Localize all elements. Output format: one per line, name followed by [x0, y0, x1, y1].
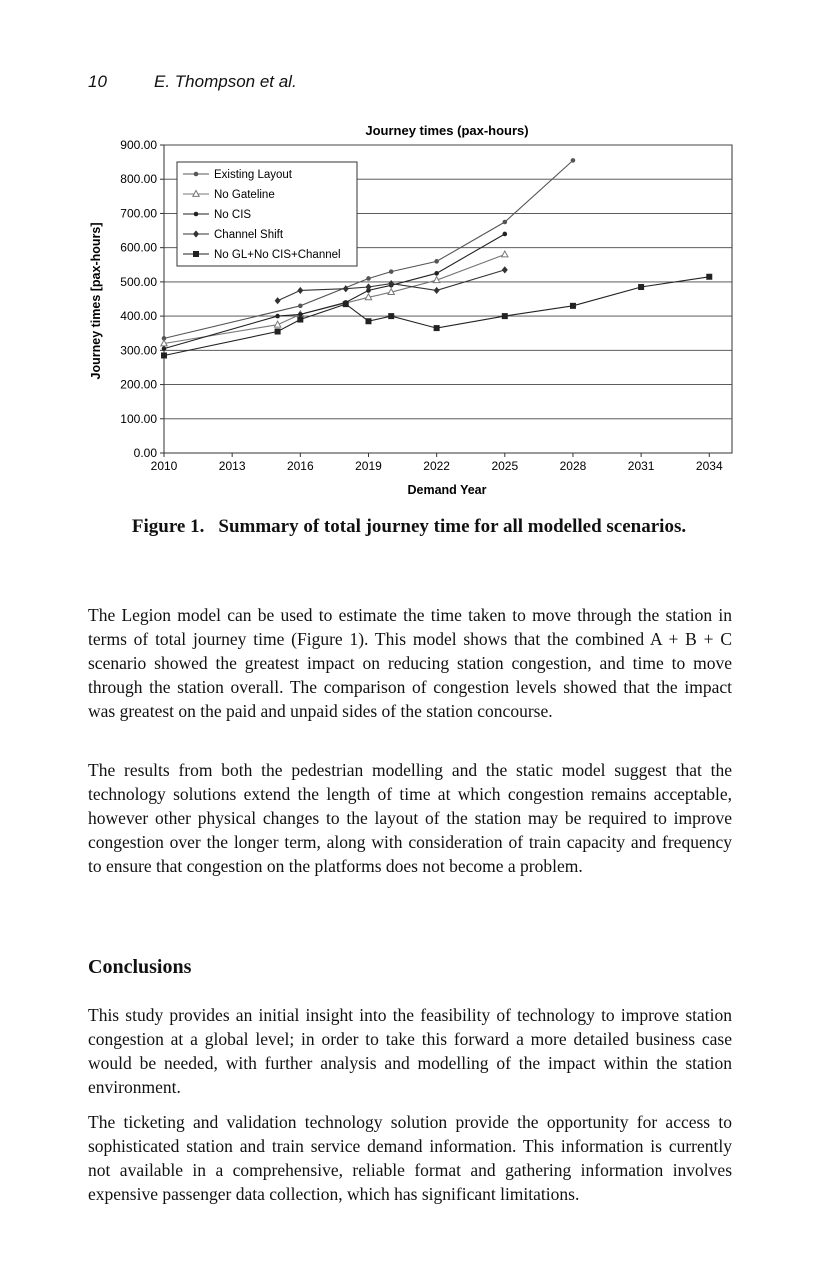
x-axis-label: Demand Year — [407, 483, 487, 497]
paragraph-1: The Legion model can be used to estimate the time taken to move through the station in terms of total journey time (Figure 1). This model shows that the combined A + B + C scenario showed the greatest impact on reducing station congestion, and time to move through the station overall. The comparison of congestion levels showed that the impact was greatest on the paid and unpaid sides of the station concourse. — [88, 605, 732, 721]
legend-entry: Channel Shift — [214, 229, 284, 241]
data-point — [298, 304, 303, 309]
data-point — [162, 346, 167, 351]
data-point — [161, 352, 167, 358]
data-point — [275, 329, 281, 335]
data-point — [502, 266, 508, 273]
section-heading-conclusions: Conclusions — [88, 956, 192, 978]
x-tick-label: 2022 — [423, 459, 450, 473]
paragraph-3: This study provides an initial insight into the feasibility of technology to improve station congestion at a global level; in order to take this forward a more detailed business case would be needed, with further analysis and modelling of the impact within the station environment. — [88, 1005, 732, 1097]
data-point — [365, 318, 371, 324]
data-point — [297, 317, 303, 323]
data-point — [434, 287, 440, 294]
figure-caption-text: Summary of total journey time for all modelled scenarios. — [218, 516, 687, 537]
data-point — [638, 284, 644, 290]
legend-entry: Existing Layout — [214, 169, 292, 181]
y-tick-label: 900.00 — [120, 138, 157, 152]
data-point — [343, 301, 349, 307]
data-point — [503, 232, 508, 237]
figure-label: Figure 1. — [131, 516, 205, 537]
data-point — [275, 314, 280, 319]
x-tick-label: 2016 — [286, 459, 314, 473]
data-point — [389, 269, 394, 274]
x-tick-label: 2013 — [218, 459, 246, 473]
data-point — [434, 325, 440, 331]
y-tick-label: 0.00 — [133, 446, 157, 460]
data-point — [502, 313, 508, 319]
x-tick-label: 2019 — [355, 459, 382, 473]
y-tick-label: 100.00 — [120, 411, 157, 426]
figure-caption — [0, 516, 818, 538]
y-tick-label: 800.00 — [120, 172, 157, 187]
legend-entry: No CIS — [214, 209, 252, 221]
data-point — [706, 274, 712, 280]
data-point — [193, 251, 199, 257]
page-number: 10 — [88, 72, 107, 91]
y-tick-label: 500.00 — [120, 274, 157, 289]
data-point — [388, 313, 394, 319]
series-line — [164, 255, 505, 344]
journey-times-chart — [80, 118, 740, 508]
data-point — [434, 259, 439, 264]
data-point — [434, 271, 439, 276]
chart-title: Journey times (pax-hours) — [365, 123, 529, 138]
data-point — [570, 303, 576, 309]
data-point — [503, 220, 508, 225]
data-point — [297, 287, 303, 294]
data-point — [571, 158, 576, 163]
y-tick-label: 300.00 — [120, 343, 157, 358]
data-point — [275, 297, 281, 304]
x-tick-label: 2034 — [695, 459, 723, 473]
data-point — [298, 312, 303, 317]
x-tick-label: 2010 — [150, 459, 178, 473]
paragraph-4: The ticketing and validation technology solution provide the opportunity for access to sophisticated station and train service demand information. This information is currently not available in a comprehensive, reliable format and gathering information involves expensive passenger data collection, which has significant limitations. — [88, 1112, 732, 1204]
y-tick-label: 700.00 — [120, 206, 157, 221]
x-tick-label: 2031 — [627, 459, 655, 473]
y-tick-label: 600.00 — [120, 240, 157, 255]
y-tick-label: 200.00 — [120, 377, 157, 392]
running-header — [88, 72, 297, 92]
data-point — [502, 251, 508, 257]
legend-entry: No GL+No CIS+Channel — [214, 249, 341, 261]
x-tick-label: 2028 — [559, 459, 587, 473]
legend-entry: No Gateline — [214, 189, 275, 201]
paragraph-2: The results from both the pedestrian modelling and the static model suggest that the technology solutions extend the length of time at which congestion remains acceptable, however other physical changes to the layout of the station may be required to improve congestion over the longer term, along with consideration of train capacity and frequency to ensure that congestion on the platforms does not become a problem. — [88, 760, 732, 876]
data-point — [366, 276, 371, 281]
data-point — [194, 172, 199, 177]
y-axis-label: Journey times [pax-hours] — [89, 222, 103, 380]
data-point — [194, 212, 199, 217]
y-tick-label: 400.00 — [120, 309, 157, 324]
x-tick-label: 2025 — [491, 459, 519, 473]
running-authors: E. Thompson et al. — [154, 72, 297, 91]
